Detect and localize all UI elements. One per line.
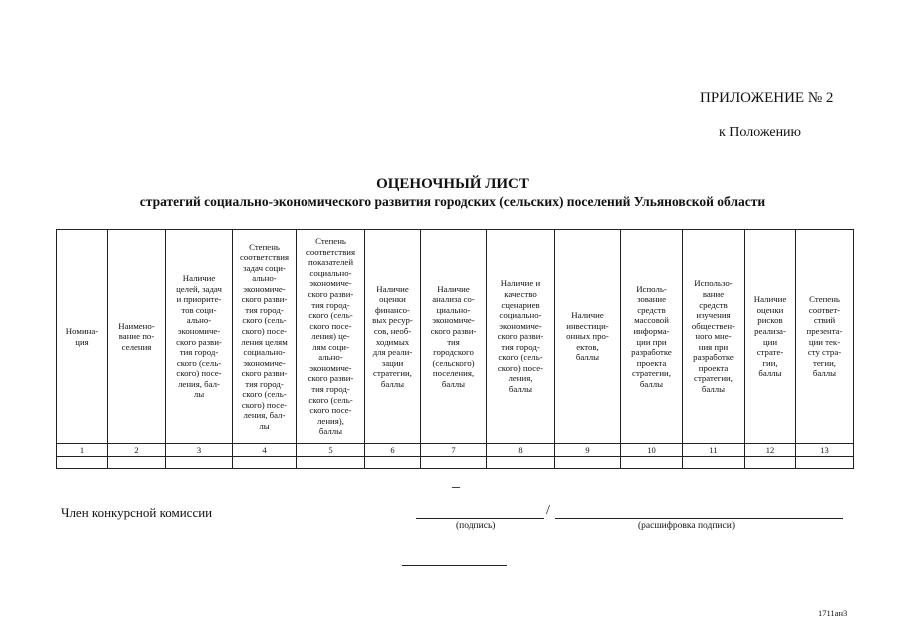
empty-cell <box>365 457 421 469</box>
header-cell: Степень соответствия показателей социально- экономиче- ского разви- тия город- ского (сель- ского посе- ления) це- лям соци- ально- экономиче- ского разви- тия город- ского (сель- ского посе- ления), баллы <box>297 230 365 444</box>
column-number-cell: 13 <box>796 444 854 457</box>
commission-member-label: Член конкурсной комиссии <box>61 505 213 520</box>
document-code: 1711ан3 <box>818 608 848 618</box>
empty-cell <box>796 457 854 469</box>
header-cell: Наличие анализа со- циально- экономиче- ского разви- тия городского (сельского) поселения, баллы <box>421 230 487 444</box>
header-cell: Степень соответствия задач соци- ально- экономиче- ского разви- тия город- ского (сель- ского) посе- ления целям социально- экономиче- ского разви- тия город- ского (сель- ского) посе- ления, бал- лы <box>233 230 297 444</box>
header-cell: Наличие оценки финансо- вых ресур- сов, необ- ходимых для реали- зации стратегии, баллы <box>365 230 421 444</box>
signature-caption: (подпись) <box>456 521 496 531</box>
annex-number: ПРИЛОЖЕНИЕ № 2 <box>700 90 834 106</box>
transcript-line <box>555 518 843 519</box>
header-cell: Степень соответ- ствий презента- ции тек- сту стра- тегии, баллы <box>796 230 854 444</box>
empty-cell <box>108 457 166 469</box>
empty-cell <box>683 457 745 469</box>
column-number-cell: 1 <box>57 444 108 457</box>
column-number-cell: 7 <box>421 444 487 457</box>
table-empty-row <box>57 457 854 469</box>
column-number-cell: 10 <box>621 444 683 457</box>
column-number-cell: 6 <box>365 444 421 457</box>
header-cell: Наличие оценки рисков реализа- ции страте- гии, баллы <box>745 230 796 444</box>
empty-cell <box>421 457 487 469</box>
header-cell: Наимено- вание по- селения <box>108 230 166 444</box>
column-number-row <box>57 444 854 457</box>
empty-cell <box>233 457 297 469</box>
header-cell: Номина- ция <box>57 230 108 444</box>
stray-dash <box>452 487 460 488</box>
empty-cell <box>555 457 621 469</box>
annex-reference: к Положению <box>719 125 802 140</box>
document-title: ОЦЕНОЧНЫЙ ЛИСТ <box>376 176 529 192</box>
empty-cell <box>745 457 796 469</box>
document-subtitle: стратегий социально-экономического развития городских (сельских) поселений Ульяновской области <box>139 194 766 209</box>
header-cell: Использо- вание средств изучения обществен- ного мне- ния при разработке проекта стратегии, баллы <box>683 230 745 444</box>
signature-separator: / <box>546 503 550 518</box>
column-number-cell: 9 <box>555 444 621 457</box>
header-cell: Наличие целей, задач и приорите- тов соци- ально- экономиче- ского разви- тия город- ского (сель- ского) посе- ления, бал- лы <box>166 230 233 444</box>
empty-cell <box>621 457 683 469</box>
transcript-caption: (расшифровка подписи) <box>638 521 735 531</box>
header-cell: Наличие и качество сценариев социально- экономиче- ского разви- тия город- ского (сель- ского) посе- ления, баллы <box>487 230 555 444</box>
header-cell: Исполь- зование средств массовой информа- ции при разработке проекта стратегии, баллы <box>621 230 683 444</box>
column-number-cell: 2 <box>108 444 166 457</box>
column-number-cell: 3 <box>166 444 233 457</box>
evaluation-table <box>56 229 854 469</box>
empty-cell <box>166 457 233 469</box>
empty-cell <box>297 457 365 469</box>
header-cell: Наличие инвестици- онных про- ектов, баллы <box>555 230 621 444</box>
column-number-cell: 4 <box>233 444 297 457</box>
empty-cell <box>57 457 108 469</box>
table-header-row <box>57 230 854 444</box>
date-line <box>402 565 507 566</box>
empty-cell <box>487 457 555 469</box>
column-number-cell: 8 <box>487 444 555 457</box>
column-number-cell: 12 <box>745 444 796 457</box>
column-number-cell: 11 <box>683 444 745 457</box>
signature-line <box>416 518 544 519</box>
column-number-cell: 5 <box>297 444 365 457</box>
